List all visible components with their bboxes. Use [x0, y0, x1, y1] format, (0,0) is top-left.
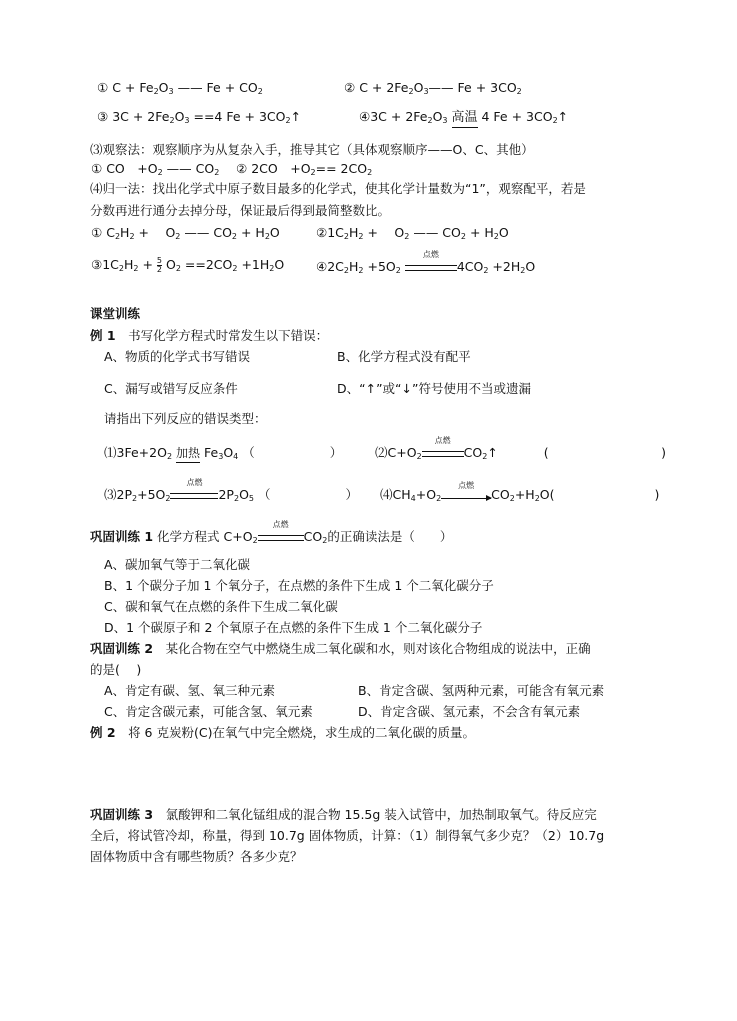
practice-2-option-d: D、肯定含碳、氢元素，不会含有氧元素: [358, 704, 581, 719]
practice-1-option-c: C、碳和氧气在点燃的条件下生成二氧化碳: [104, 599, 338, 614]
option-1-equation: ① $C + Fe_2O_3$ —— $Fe + CO_2$: [97, 80, 263, 96]
reaction-1: $⑴3Fe+2O_2$ 加热 $Fe_3O_4$ （ ）: [104, 445, 343, 461]
observe-option-2: ② 2CO $+O_2== 2CO_2$: [236, 161, 373, 177]
unify-option-1: ① $C_2H_2$ + $O_2$ —— $CO_2 + H_2O$: [91, 225, 280, 241]
practice-2-question-line2: 的是( ): [90, 662, 142, 677]
practice-1-option-b: B、1 个碳分子加 1 个氧分子，在点燃的条件下生成 1 个二氧化碳分子: [104, 578, 494, 593]
error-option-b: B、化学方程式没有配平: [337, 349, 471, 364]
example-2-question: 例 2 将 6 克炭粉(C)在氧气中完全燃烧，求生成的二氧化碳的质量。: [90, 725, 475, 740]
reaction-2: $⑵C+O_2$ 点燃 $CO_2↑$ ( ): [375, 436, 667, 461]
unify-option-3: $③1C_2H_2$ + $\frac{5}{2}$ $O_2 ==2CO_2 +1H_2O$: [91, 256, 285, 274]
unify-option-4: $④2C_2H_2 +5O_2$ 点燃 $4CO_2 +2H_2O$: [316, 250, 536, 275]
practice-2-option-a: A、肯定有碳、氢、氧三种元素: [104, 683, 276, 698]
practice-2-option-c: C、肯定含碳元素，可能含氢、氧元素: [104, 704, 313, 719]
ignite-equals-sign: 点燃: [258, 528, 304, 541]
condition-high-temp: 高温: [452, 109, 478, 128]
ignite-equals-sign: 点燃: [405, 258, 457, 271]
example-1-question: 例 1 书写化学方程式时常发生以下错误：: [90, 328, 329, 343]
practice-1-question: 巩固训练 1 化学方程式 $C+O_2$ 点燃 $CO_2$的正确读法是（ ）: [90, 520, 453, 545]
section-heading-classroom: 课堂训练: [90, 306, 141, 321]
practice-2-question-line1: 巩固训练 2 某化合物在空气中燃烧生成二氧化碳和水，则对该化合物组成的说法中，正确: [90, 641, 591, 656]
unify-option-2: $②1C_2H_2$ + $O_2$ —— $CO_2 + H_2O$: [316, 225, 509, 241]
unify-method-line1: ⑷归一法：找出化学式中原子数目最多的化学式，使其化学计量数为“1”，观察配平，若是: [90, 181, 586, 196]
practice-1-option-a: A、碳加氧气等于二氧化碳: [104, 557, 251, 572]
reaction-4: $⑷CH_4+O_2$ 点燃 $CO_2+H_2O$( ): [380, 481, 660, 503]
error-type-prompt: 请指出下列反应的错误类型：: [104, 411, 267, 426]
practice-3-line3: 固体物质中含有哪些物质？各多少克？: [90, 849, 303, 864]
condition-heat: 加热: [176, 444, 200, 463]
error-option-d: D、“↑”或“↓”符号使用不当或遗漏: [337, 381, 531, 396]
observe-option-1: ① CO $+O_2$ —— $CO_2$: [91, 161, 220, 177]
practice-2-option-b: B、肯定含碳、氢两种元素，可能含有氧元素: [358, 683, 605, 698]
option-2-equation: ② $C + 2Fe_2O_3——$ $Fe + 3CO_2$: [344, 80, 522, 96]
error-option-c: C、漏写或错写反应条件: [104, 381, 238, 396]
ignite-equals-sign: 点燃: [422, 444, 464, 457]
unify-method-line2: 分数再进行通分去掉分母，保证最后得到最简整数比。: [90, 203, 391, 218]
ignite-equals-sign: 点燃: [170, 486, 218, 499]
error-option-a: A、物质的化学式书写错误: [104, 349, 251, 364]
observe-method-title: ⑶观察法：观察顺序为从复杂入手，推导其它（具体观察顺序——O、C、其他）: [90, 142, 534, 157]
practice-1-option-d: D、1 个碳原子和 2 个氧原子在点燃的条件下生成 1 个二氧化碳分子: [104, 620, 483, 635]
practice-3-line1: 巩固训练 3 氯酸钾和二氧化锰组成的混合物 15.5g 装入试管中，加热制取氧气。待反应完: [90, 807, 597, 822]
option-3-equation: ③ $3C + 2Fe_2O_3 ==4$ $Fe + 3CO_2↑$: [97, 109, 302, 125]
fraction-five-halves: $\frac{5}{2}$: [156, 256, 163, 274]
reaction-3: $⑶2P_2+5O_2$ 点燃 $2P_2O_5$ （ ）: [104, 478, 358, 503]
option-4-equation: ④3C + $2Fe_2O_3$ 高温 4 $Fe + 3CO_2↑$: [359, 108, 568, 128]
practice-3-line2: 全后，将试管冷却，称量，得到 10.7g 固体物质，计算：（1）制得氧气多少克？（2）10.7g: [90, 828, 605, 843]
ignite-arrow: 点燃: [441, 489, 491, 499]
